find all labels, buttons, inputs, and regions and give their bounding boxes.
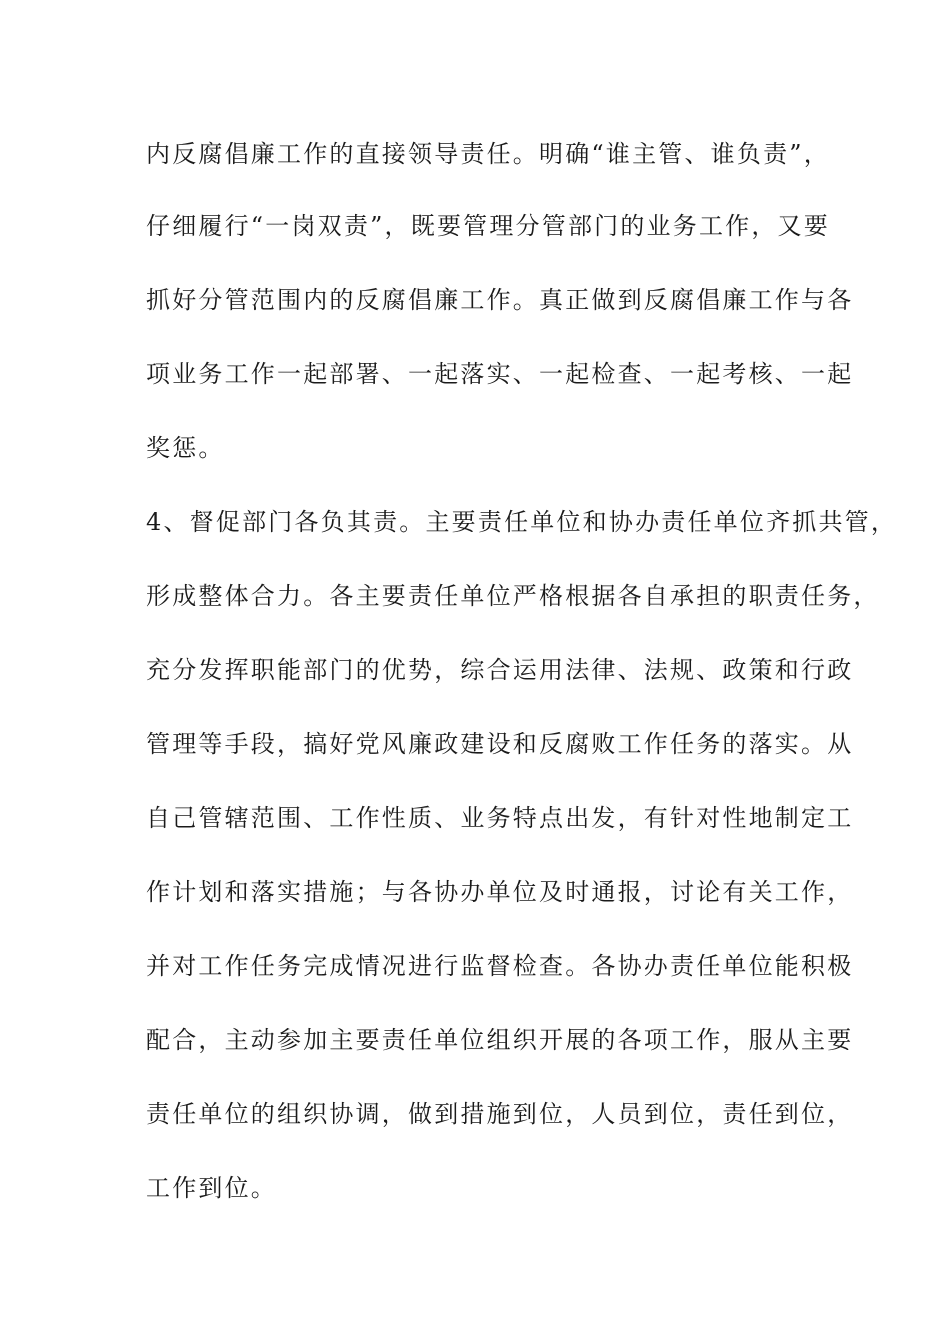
paragraph-line: 作计划和落实措施；与各协办单位及时通报，讨论有关工作， [146,878,854,906]
paragraph-line: 管理等手段，搞好党风廉政建设和反腐败工作任务的落实。从 [146,730,854,758]
paragraph-line: 内反腐倡廉工作的直接领导责任。明确“谁主管、谁负责”， [146,140,830,168]
paragraph-line: 并对工作任务完成情况进行监督检查。各协办责任单位能积极 [146,952,854,980]
paragraph-line: 责任单位的组织协调，做到措施到位，人员到位，责任到位， [146,1100,854,1128]
paragraph-line: 奖惩。 [146,434,225,462]
paragraph-line: 抓好分管范围内的反腐倡廉工作。真正做到反腐倡廉工作与各 [146,286,854,314]
paragraph-line: 配合，主动参加主要责任单位组织开展的各项工作，服从主要 [146,1026,854,1054]
paragraph-line: 充分发挥职能部门的优势，综合运用法律、法规、政策和行政 [146,656,854,684]
paragraph-line: 4、督促部门各负其责。主要责任单位和协办责任单位齐抓共管， [146,508,898,536]
paragraph-line: 工作到位。 [146,1174,277,1202]
paragraph-line: 项业务工作一起部署、一起落实、一起检查、一起考核、一起 [146,360,854,388]
paragraph-line: 仔细履行“一岗双责”，既要管理分管部门的业务工作，又要 [146,212,830,240]
paragraph-line: 自己管辖范围、工作性质、业务特点出发，有针对性地制定工 [146,804,854,832]
paragraph-line: 形成整体合力。各主要责任单位严格根据各自承担的职责任务， [146,582,880,610]
